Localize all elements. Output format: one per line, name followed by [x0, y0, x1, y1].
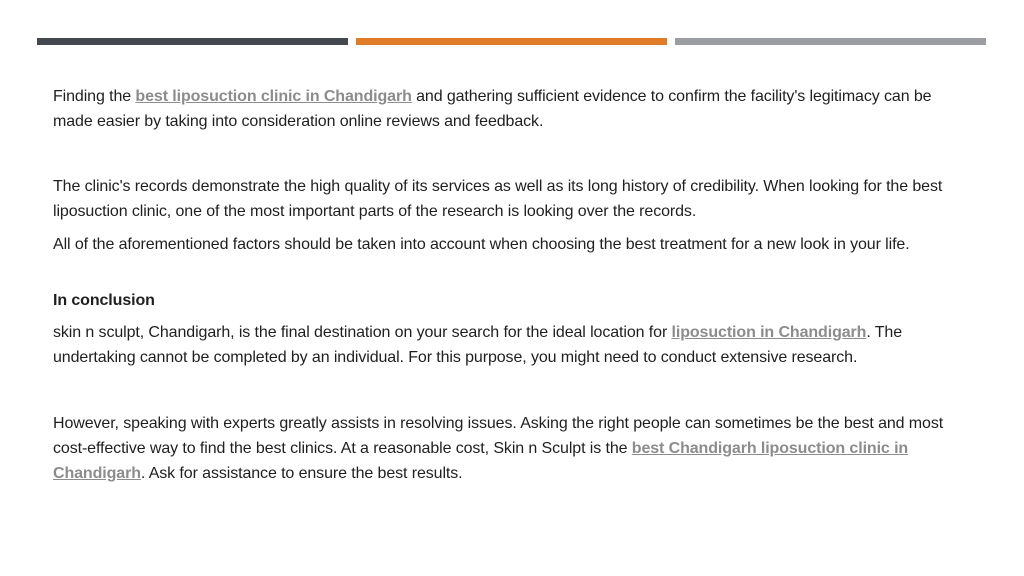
accent-bar-orange [356, 38, 667, 45]
paragraph-experts [53, 411, 968, 486]
paragraph-factors: All of the aforementioned factors should be taken into account when choosing the best treatment for a new look in your life. [53, 236, 910, 253]
paragraph-experts-text-after: . Ask for assistance to ensure the best results. [140, 465, 463, 482]
paragraph-intro-text-after: and gathering sufficient evidence to confirm the facility's legitimacy can be made easier by taking into consideration online reviews and feedback. [53, 88, 932, 130]
paragraph-conclusion [53, 320, 968, 370]
paragraph-conclusion-text-after: . The undertaking cannot be completed by an individual. For this purpose, you might need to conduct extensive research. [53, 324, 903, 366]
link-best-chandigarh-liposuction-clinic[interactable]: best Chandigarh liposuction clinic in Chandigarh [53, 440, 909, 482]
accent-bar-dark [37, 38, 348, 45]
accent-bar-gray [675, 38, 986, 45]
paragraph-intro [53, 84, 968, 134]
link-best-liposuction-clinic[interactable]: best liposuction clinic in Chandigarh [135, 88, 412, 105]
link-liposuction-in-chandigarh[interactable]: liposuction in Chandigarh [671, 324, 867, 341]
section-heading-conclusion: In conclusion [53, 292, 155, 309]
paragraph-conclusion-text-before: skin n sculpt, Chandigarh, is the final destination on your search for the ideal location for [53, 324, 672, 341]
paragraph-experts-text-before: However, speaking with experts greatly assists in resolving issues. Asking the right people can sometimes be the best and most cost-effective way to find the best clinics. At a reasonable cost, Skin n Sculpt is the [53, 415, 944, 457]
document-body [53, 84, 968, 486]
top-accent-bars [37, 38, 986, 45]
paragraph-records: The clinic's records demonstrate the high quality of its services as well as its long history of credibility. When looking for the best liposuction clinic, one of the most important parts of the research is looking over the records. [53, 178, 943, 220]
paragraph-intro-text-before: Finding the [53, 88, 136, 105]
